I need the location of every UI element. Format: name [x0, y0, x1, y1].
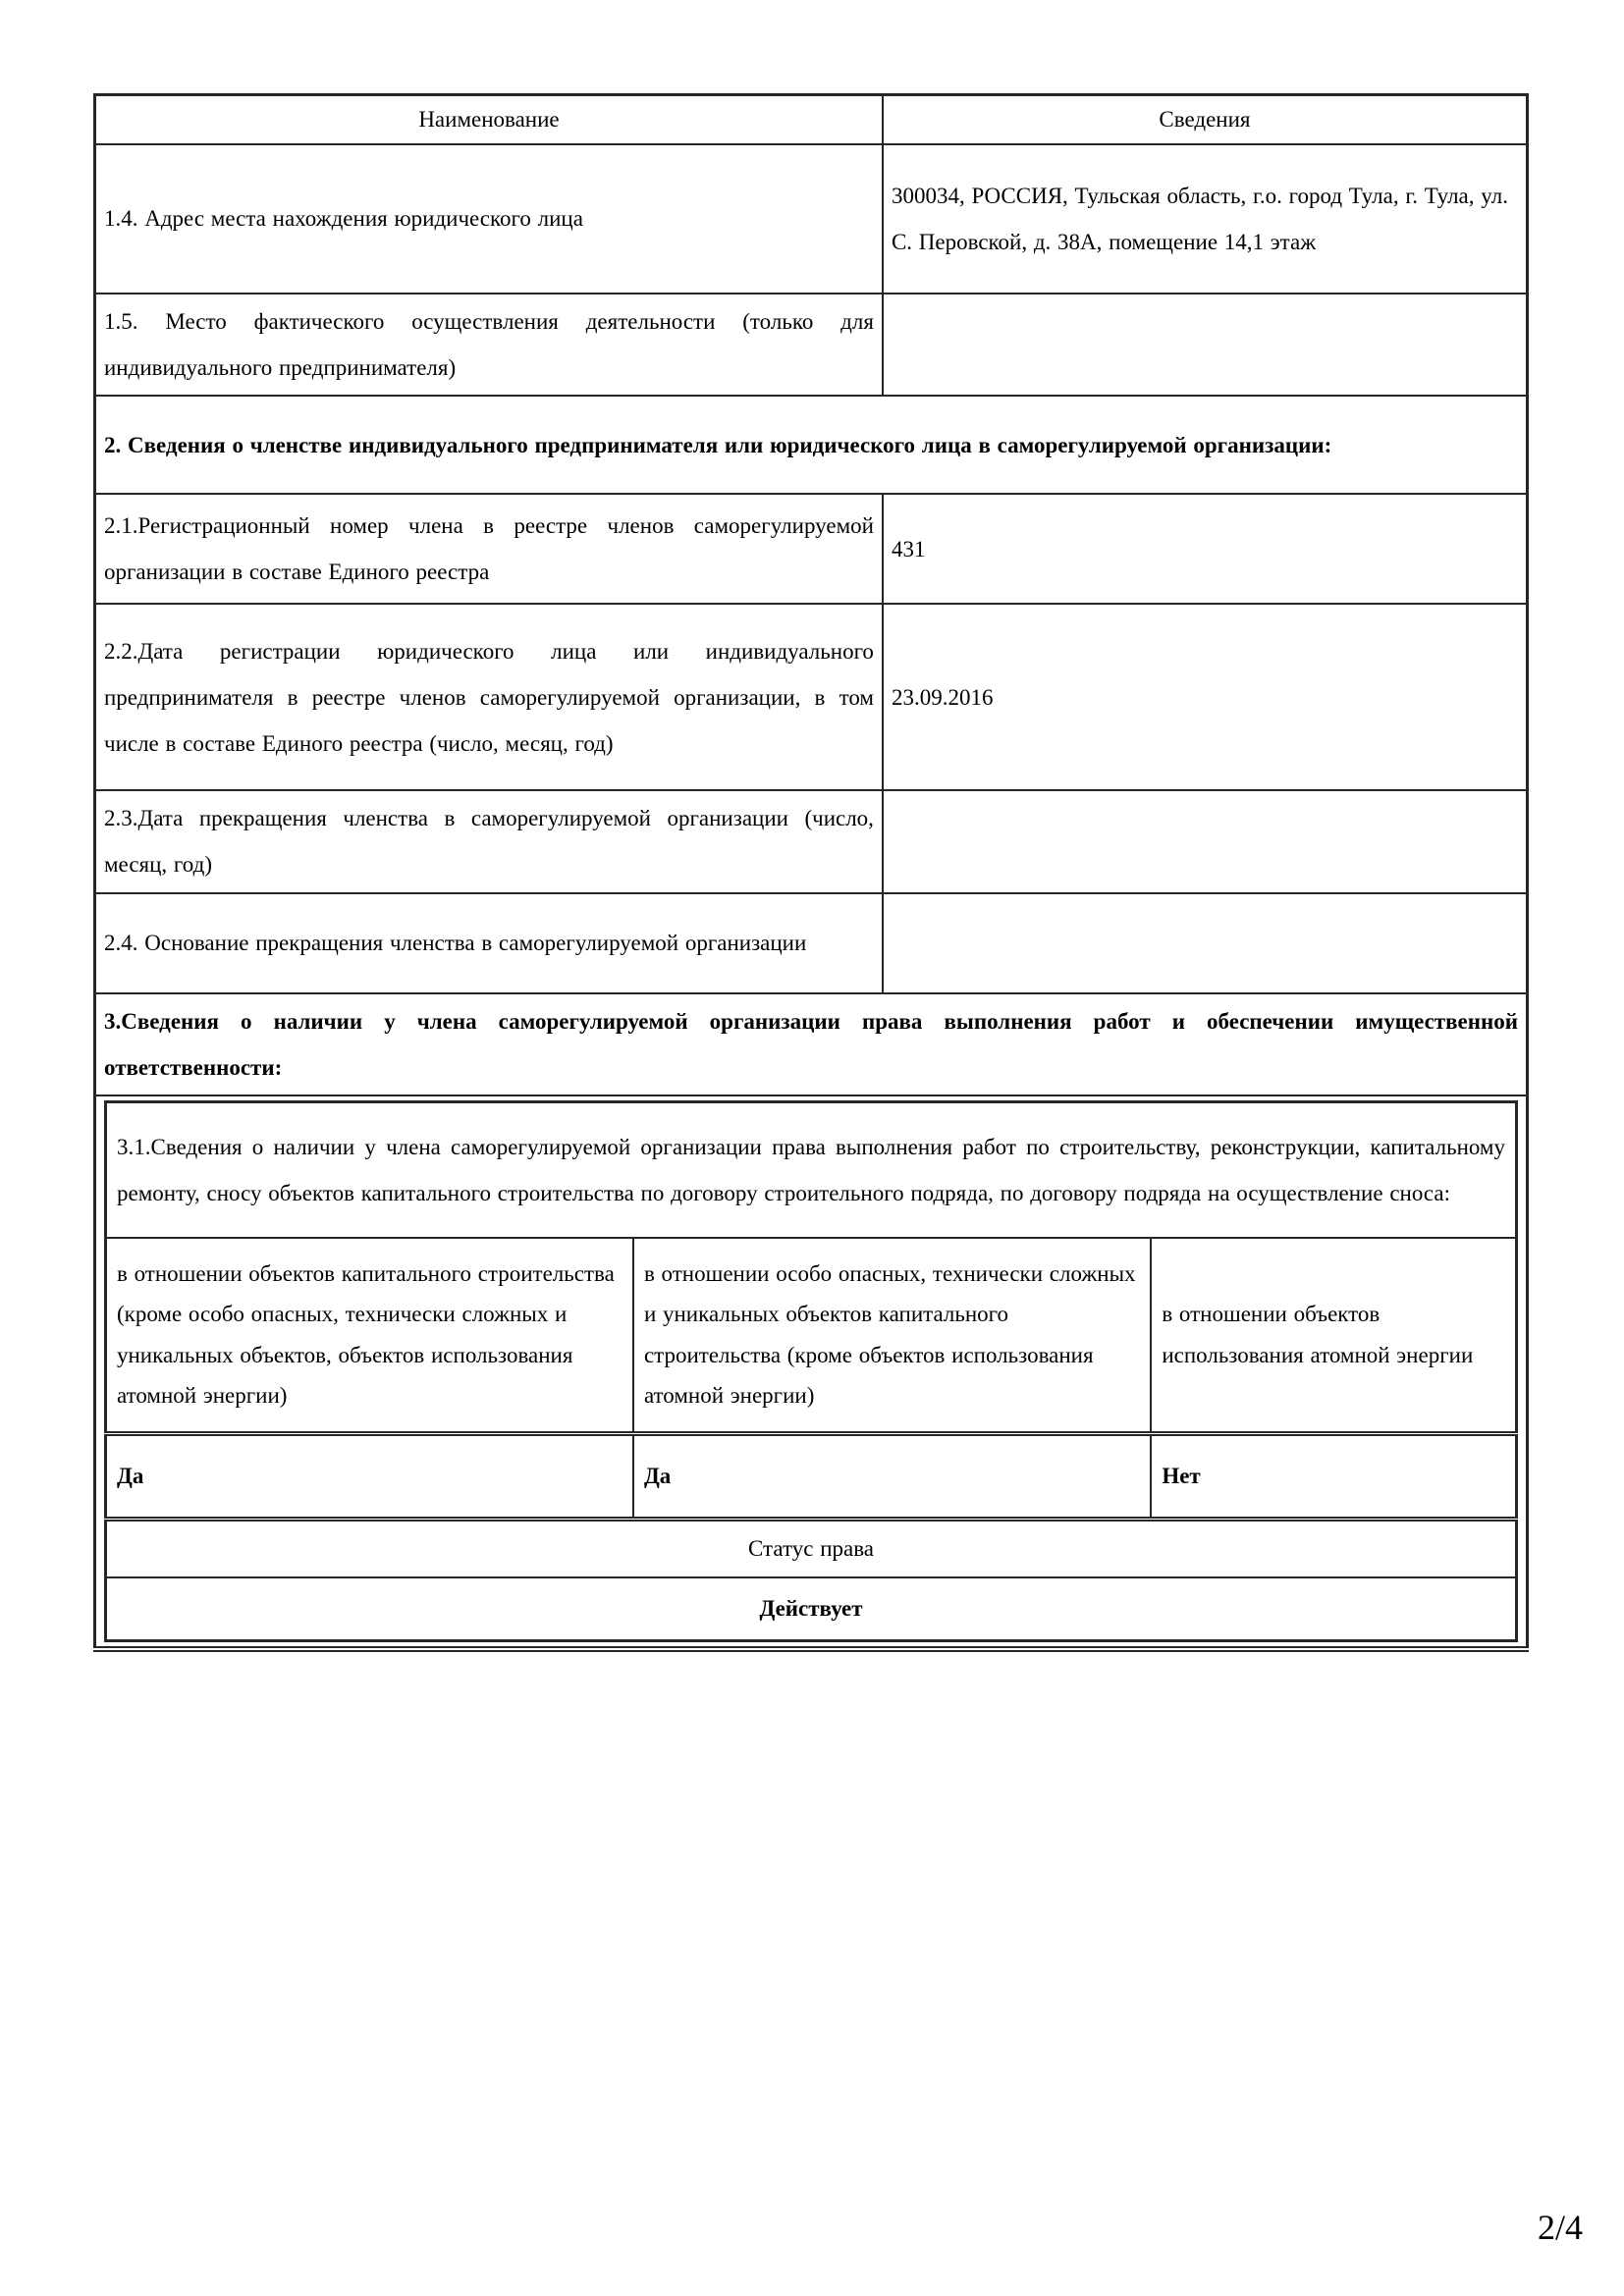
row-value-cell: 23.09.2016 — [883, 604, 1528, 790]
subtable-intro-text: 3.1.Сведения о наличии у члена саморегулируемой организации права выполнения работ по строительству, реконструкции, капитальному ремонту, сносу объектов капитального строительства по договору строительного подряда, по договору подряда на осуществление сноса: — [106, 1101, 1517, 1238]
table-header-row — [95, 95, 1528, 145]
section-3-body-row — [95, 1095, 1528, 1649]
table-row — [95, 604, 1528, 790]
rights-subtable — [104, 1100, 1518, 1642]
row-label-cell: 1.4. Адрес места нахождения юридического лица — [95, 144, 883, 294]
row-value-cell: 300034, РОССИЯ, Тульская область, г.о. город Тула, г. Тула, ул. С. Перовской, д. 38А, помещение 14,1 этаж — [883, 144, 1528, 294]
column-header-info: Сведения — [883, 95, 1528, 145]
answer-general: Да — [106, 1433, 633, 1519]
subtable-intro-row — [106, 1101, 1517, 1238]
page-number: 2/4 — [1537, 2208, 1583, 2247]
status-value: Действует — [106, 1577, 1517, 1641]
row-value-cell: 431 — [883, 494, 1528, 604]
table-row — [95, 144, 1528, 294]
scope-column-nuclear: в отношении объектов использования атомной энергии — [1151, 1238, 1516, 1434]
section-3-title: 3.Сведения о наличии у члена саморегулируемой организации права выполнения работ и обеспечении имущественной ответственности: — [95, 993, 1528, 1095]
section-3-header-row — [95, 993, 1528, 1095]
section-2-header-row — [95, 396, 1528, 494]
table-row — [95, 790, 1528, 892]
scope-column-general: в отношении объектов капитального строительства (кроме особо опасных, технически сложных и уникальных объектов, объектов использования атомной энергии) — [106, 1238, 633, 1434]
answer-nuclear: Нет — [1151, 1433, 1516, 1519]
row-value-cell — [883, 790, 1528, 892]
status-label-row — [106, 1519, 1517, 1577]
row-label-cell: 2.1.Регистрационный номер члена в реестре членов саморегулируемой организации в составе Единого реестра — [95, 494, 883, 604]
section-2-title: 2. Сведения о членстве индивидуального предпринимателя или юридического лица в саморегулируемой организации: — [95, 396, 1528, 494]
subtable-container — [95, 1095, 1528, 1649]
column-header-name: Наименование — [95, 95, 883, 145]
registry-table — [93, 93, 1529, 1652]
table-row — [95, 294, 1528, 396]
row-label-cell: 2.3.Дата прекращения членства в саморегулируемой организации (число, месяц, год) — [95, 790, 883, 892]
row-value-cell — [883, 294, 1528, 396]
row-label-cell: 2.2.Дата регистрации юридического лица или индивидуального предпринимателя в реестре членов саморегулируемой организации, в том числе в составе Единого реестра (число, месяц, год) — [95, 604, 883, 790]
row-label-cell: 2.4. Основание прекращения членства в саморегулируемой организации — [95, 893, 883, 993]
row-label-cell: 1.5. Место фактического осуществления деятельности (только для индивидуального предпринимателя) — [95, 294, 883, 396]
scope-column-hazardous: в отношении особо опасных, технически сложных и уникальных объектов капитального строительства (кроме объектов использования атомной энергии) — [633, 1238, 1151, 1434]
table-row — [95, 494, 1528, 604]
scope-answers-row — [106, 1433, 1517, 1519]
status-label: Статус права — [106, 1519, 1517, 1577]
row-value-cell — [883, 893, 1528, 993]
answer-hazardous: Да — [633, 1433, 1151, 1519]
table-row — [95, 893, 1528, 993]
scope-header-row — [106, 1238, 1517, 1434]
status-value-row — [106, 1577, 1517, 1641]
